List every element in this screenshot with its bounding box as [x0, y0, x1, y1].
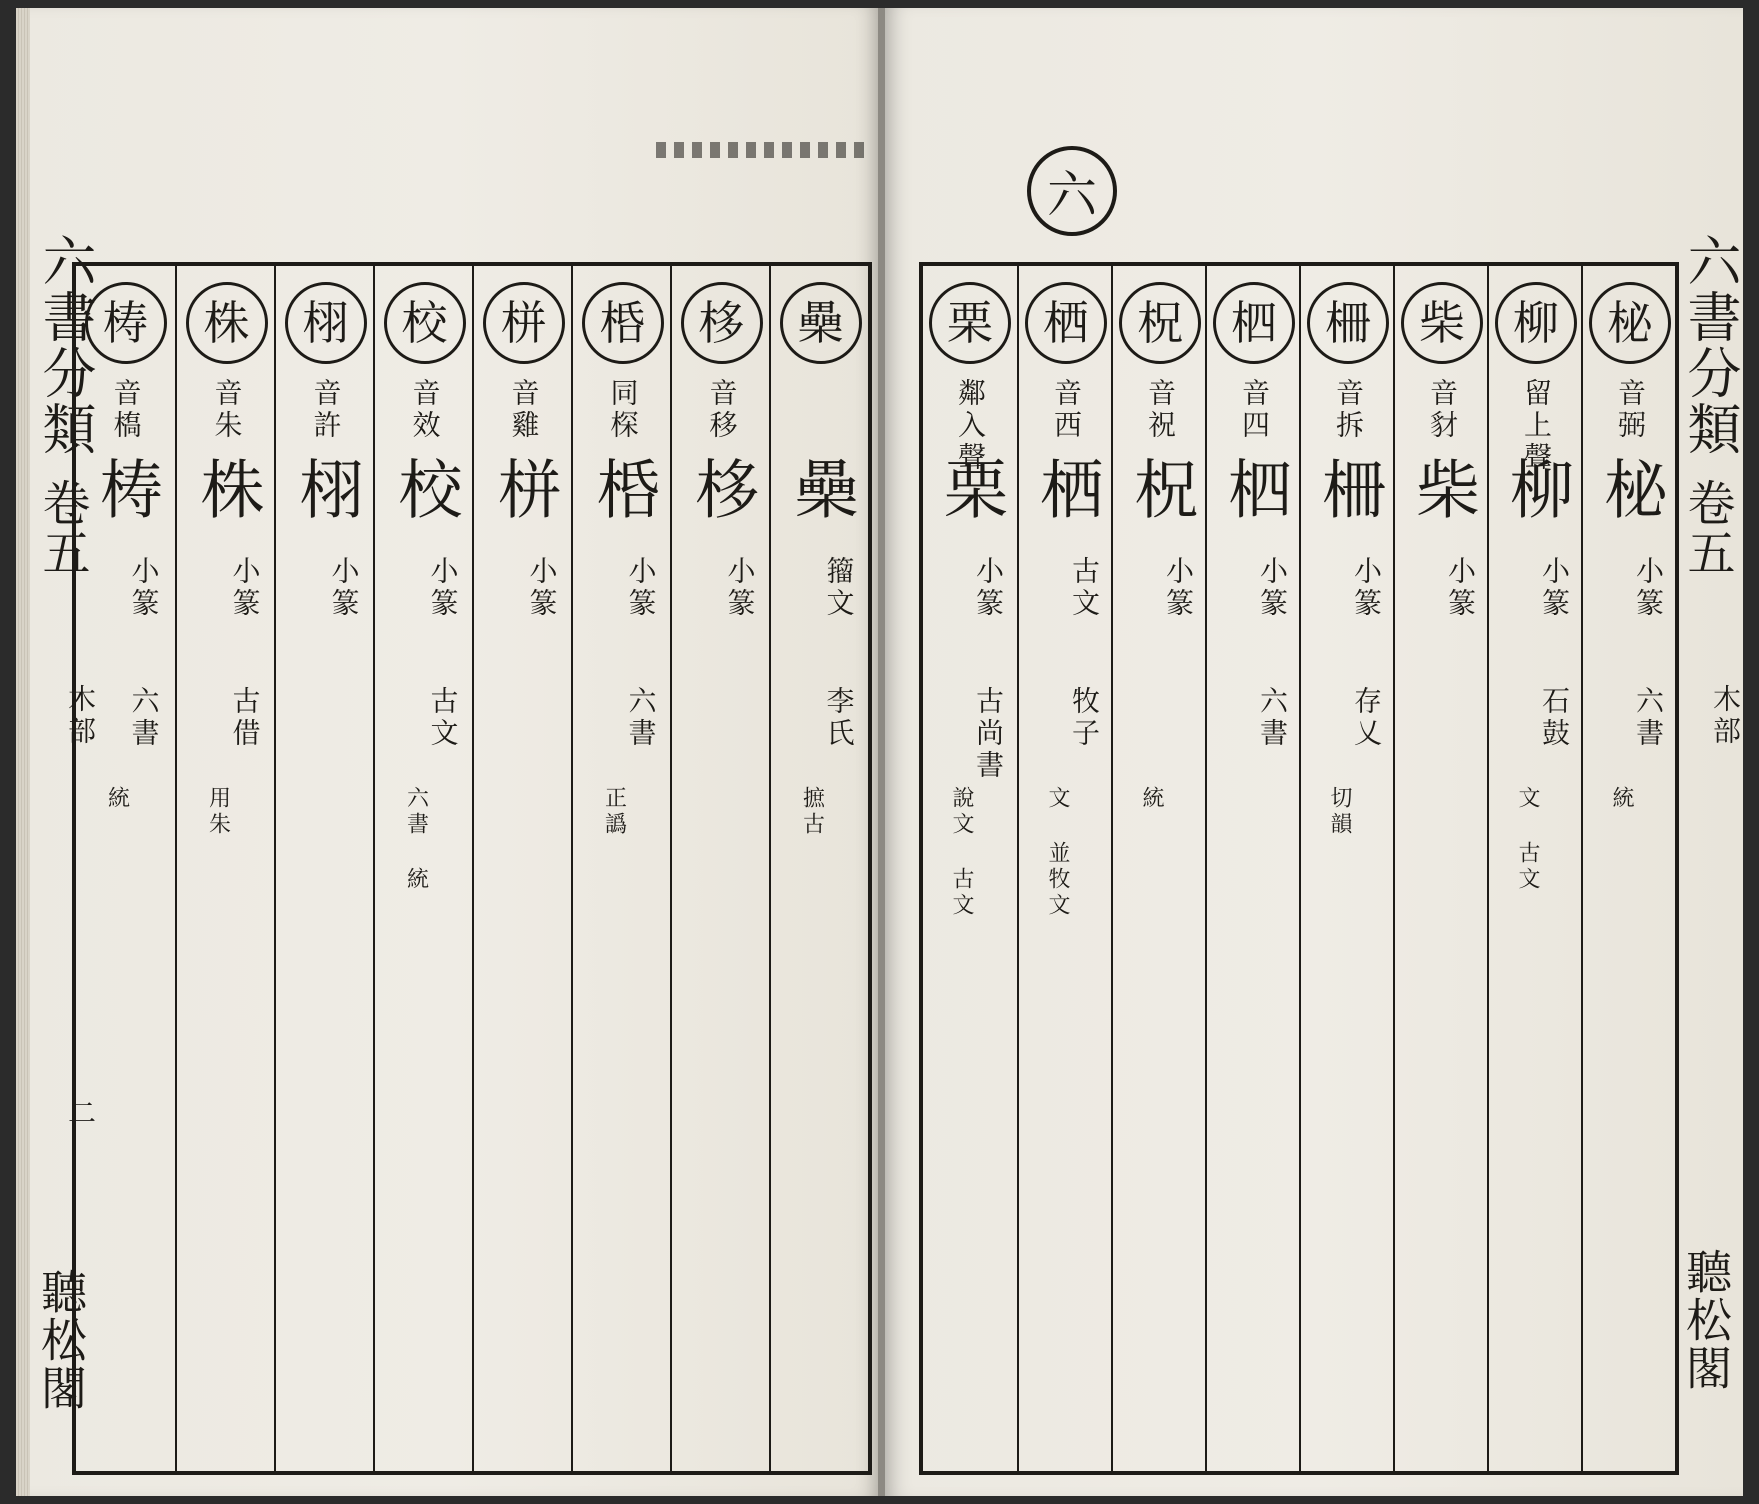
right_page-column — [1299, 266, 1395, 1471]
pronunciation-note: 音西 — [1050, 378, 1083, 442]
source-label: 古文 — [426, 686, 460, 750]
headword-circle: 栘 — [681, 282, 763, 364]
headword-circle: 柲 — [1589, 282, 1671, 364]
left_page-column — [769, 266, 870, 1471]
left-margin-volume: 卷五 — [34, 478, 90, 578]
pronunciation-note: 音槗 — [109, 378, 143, 442]
right_page-column — [1111, 266, 1207, 1471]
pronunciation-note: 音拆 — [1332, 378, 1365, 442]
headword-circle: 栗 — [929, 282, 1011, 364]
printed-dash-mark — [656, 142, 866, 158]
headword-circle: 柳 — [1495, 282, 1577, 364]
headword-circle: 校 — [384, 282, 466, 364]
right_page-column — [1017, 266, 1113, 1471]
headword-circle: 梼 — [85, 282, 167, 364]
left_page-column — [76, 266, 175, 1471]
pronunciation-note: 音豺 — [1426, 378, 1459, 442]
source-note: 摭古 — [799, 786, 825, 838]
right-text-frame — [919, 262, 1679, 1475]
source-note: 統 — [1139, 786, 1164, 812]
right-margin-publisher: 聽松閣 — [1679, 1248, 1733, 1392]
seal-script-glyph: 校 — [387, 456, 462, 530]
right-margin-volume: 卷五 — [1679, 478, 1735, 578]
headword-circle: 桰 — [582, 282, 664, 364]
script-style-label: 小篆 — [525, 556, 559, 620]
source-note: 文 並牧文 — [1045, 786, 1070, 919]
pronunciation-note: 音祝 — [1144, 378, 1177, 442]
left-text-frame — [72, 262, 872, 1475]
page-edges — [16, 8, 30, 1496]
script-style-label: 小篆 — [228, 556, 262, 620]
source-label: 六書 — [1632, 686, 1665, 750]
script-style-label: 小篆 — [426, 556, 460, 620]
left-margin-section: 木部 — [64, 684, 97, 748]
source-label: 李氏 — [822, 686, 856, 750]
source-label: 古尚書 — [972, 686, 1005, 782]
left-margin-publisher: 聽松閣 — [34, 1268, 88, 1412]
source-label: 六書 — [127, 686, 161, 750]
script-style-label: 小篆 — [1162, 556, 1195, 620]
pronunciation-note: 音移 — [705, 378, 739, 442]
pronunciation-note: 音許 — [309, 378, 343, 442]
headword-circle: 柴 — [1401, 282, 1483, 364]
seal-script-glyph: 柵 — [1311, 456, 1385, 530]
source-label: 存乂 — [1350, 686, 1383, 750]
right_page-column — [923, 266, 1017, 1471]
seal-script-glyph: 柲 — [1593, 456, 1667, 530]
source-note: 說文 古文 — [949, 786, 974, 919]
pronunciation-note: 留上聲 — [1520, 378, 1553, 474]
left_page-column — [571, 266, 672, 1471]
right_page-column — [1205, 266, 1301, 1471]
seal-script-glyph: 柶 — [1217, 456, 1291, 530]
script-style-label: 小篆 — [1350, 556, 1383, 620]
source-label: 牧子 — [1068, 686, 1101, 750]
seal-script-glyph: 栗 — [933, 456, 1007, 530]
headword-circle: 櫐 — [780, 282, 862, 364]
headword-circle: 栟 — [483, 282, 565, 364]
seal-script-glyph: 栖 — [1029, 456, 1103, 530]
right-margin-section: 木部 — [1709, 684, 1742, 748]
source-note: 六書 統 — [403, 786, 429, 893]
script-style-label: 小篆 — [327, 556, 361, 620]
left_page-column — [274, 266, 375, 1471]
left-margin-page-no: 二 — [64, 1098, 97, 1130]
script-style-label: 小篆 — [127, 556, 161, 620]
source-note: 切韻 — [1327, 786, 1352, 838]
headword-circle: 栩 — [285, 282, 367, 364]
source-label: 六書 — [624, 686, 658, 750]
source-note: 文 古文 — [1515, 786, 1540, 893]
script-style-label: 小篆 — [1538, 556, 1571, 620]
headword-circle: 柶 — [1213, 282, 1295, 364]
pronunciation-note: 音雞 — [507, 378, 541, 442]
left_page-column — [472, 266, 573, 1471]
right_page-column — [1393, 266, 1489, 1471]
pronunciation-note: 音效 — [408, 378, 442, 442]
pronunciation-note: 音弼 — [1614, 378, 1647, 442]
pronunciation-note: 鄰入聲 — [954, 378, 987, 474]
source-note: 正譌 — [601, 786, 627, 838]
script-style-label: 籀文 — [822, 556, 856, 620]
left_page-column — [175, 266, 276, 1471]
seal-script-glyph: 柴 — [1405, 456, 1479, 530]
folio-seal: 六 — [1027, 146, 1117, 236]
seal-script-glyph: 櫐 — [783, 456, 858, 530]
right-margin-title: 六書分類 — [1679, 233, 1742, 457]
script-style-label: 小篆 — [723, 556, 757, 620]
seal-script-glyph: 株 — [189, 456, 264, 530]
script-style-label: 小篆 — [1256, 556, 1289, 620]
headword-circle: 柵 — [1307, 282, 1389, 364]
seal-script-glyph: 梼 — [88, 456, 163, 530]
seal-script-glyph: 柷 — [1123, 456, 1197, 530]
headword-circle: 株 — [186, 282, 268, 364]
seal-script-glyph: 桰 — [585, 456, 660, 530]
headword-circle: 栖 — [1025, 282, 1107, 364]
script-style-label: 古文 — [1068, 556, 1101, 620]
source-label: 古借 — [228, 686, 262, 750]
left-page — [16, 8, 881, 1496]
book-spread — [16, 8, 1743, 1496]
script-style-label: 小篆 — [1444, 556, 1477, 620]
headword-circle: 柷 — [1119, 282, 1201, 364]
source-note: 統 — [104, 786, 130, 812]
script-style-label: 小篆 — [1632, 556, 1665, 620]
right-page — [885, 8, 1743, 1496]
source-label: 六書 — [1256, 686, 1289, 750]
right_page-column — [1581, 266, 1677, 1471]
pronunciation-note: 同棎 — [606, 378, 640, 442]
seal-script-glyph: 栟 — [486, 456, 561, 530]
seal-script-glyph: 柳 — [1499, 456, 1573, 530]
source-label: 石鼓 — [1538, 686, 1571, 750]
left_page-column — [670, 266, 771, 1471]
pronunciation-note: 音四 — [1238, 378, 1271, 442]
script-style-label: 小篆 — [972, 556, 1005, 620]
left_page-column — [373, 266, 474, 1471]
source-note: 統 — [1609, 786, 1634, 812]
script-style-label: 小篆 — [624, 556, 658, 620]
source-note: 用朱 — [205, 786, 231, 838]
seal-script-glyph: 栩 — [288, 456, 363, 530]
pronunciation-note: 音朱 — [210, 378, 244, 442]
seal-script-glyph: 栘 — [684, 456, 759, 530]
right_page-column — [1487, 266, 1583, 1471]
left-margin-title: 六書分類 — [34, 233, 97, 457]
